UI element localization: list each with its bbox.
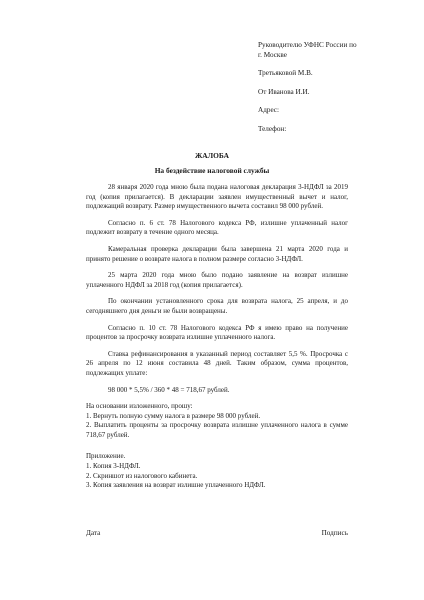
interest-formula: 98 000 * 5,5% / 360 * 48 = 718,67 рублей.: [108, 385, 230, 394]
document-subtitle: На бездействие налоговой службы: [154, 166, 270, 175]
recipient-name: Третьяковой М.В.: [258, 69, 313, 78]
body-paragraph: Камеральная проверка декларации была завершена 21 марта 2020 года и принято решение о возврате налога в полном размере согласно 3-НДФЛ.: [86, 244, 348, 263]
attachments-heading: Приложение.: [86, 452, 126, 461]
attachment-item: 1. Копия 3-НДФЛ.: [86, 462, 141, 471]
request-intro: На основании изложенного, прошу:: [86, 402, 193, 411]
attachment-item: 3. Копия заявления на возврат излишне уплаченного НДФЛ.: [86, 481, 266, 490]
document-body: [86, 183, 348, 491]
body-paragraph: Согласно п. 10 ст. 78 Налогового кодекса РФ я имею право на получение процентов за просрочку возврата излишне уплаченного налога.: [86, 323, 348, 342]
body-paragraph: Ставка рефинансирования в указанный период составляет 5,5 %. Просрочка с 26 апреля по 12 июня составила 48 дней. Таким образом, сумма процентов, подлежащих уплате:: [86, 349, 348, 377]
recipient-block: [258, 41, 408, 135]
phone-label: Телефон:: [258, 124, 287, 133]
document-title: ЖАЛОБА: [194, 151, 230, 160]
body-paragraph: Согласно п. 6 ст. 78 Налогового кодекса РФ, излишне уплаченный налог подлежит возврату в течение одного месяца.: [86, 218, 348, 237]
body-paragraph: 28 января 2020 года мною была подана налоговая декларация 3-НДФЛ за 2019 год (копия прилагается). В декларации заявлен имущественный вычет и налог, подлежащий возврату. Размер имущественного вычета составил 98 000 рублей.: [86, 183, 348, 211]
sender-name: От Иванова И.И.: [258, 87, 310, 96]
recipient-line: г. Москве: [258, 50, 287, 59]
signature-label: Подпись: [321, 529, 348, 537]
date-label: Дата: [86, 529, 101, 537]
address-label: Адрес:: [258, 106, 279, 115]
recipient-line: Руководителю УФНС России по: [258, 41, 357, 49]
attachment-item: 2. Скриншот из налогового кабинета.: [86, 471, 198, 480]
body-paragraph: 25 марта 2020 года мною было подано заявление на возврат излишне уплаченного НДФЛ за 2018 год (копия прилагается).: [86, 271, 348, 289]
attachments-list: [86, 462, 348, 491]
request-item: 1. Вернуть полную сумму налога в размере 98 000 рублей.: [86, 411, 261, 420]
request-item: 2. Выплатить проценты за просрочку возврата излишне уплаченного налога в сумме 718,67 рублей.: [86, 421, 348, 439]
body-paragraph: По окончании установленного срока для возврата налога, 25 апреля, и до сегодняшнего дня деньги не были возвращены.: [86, 297, 348, 315]
request-list: [86, 412, 348, 441]
